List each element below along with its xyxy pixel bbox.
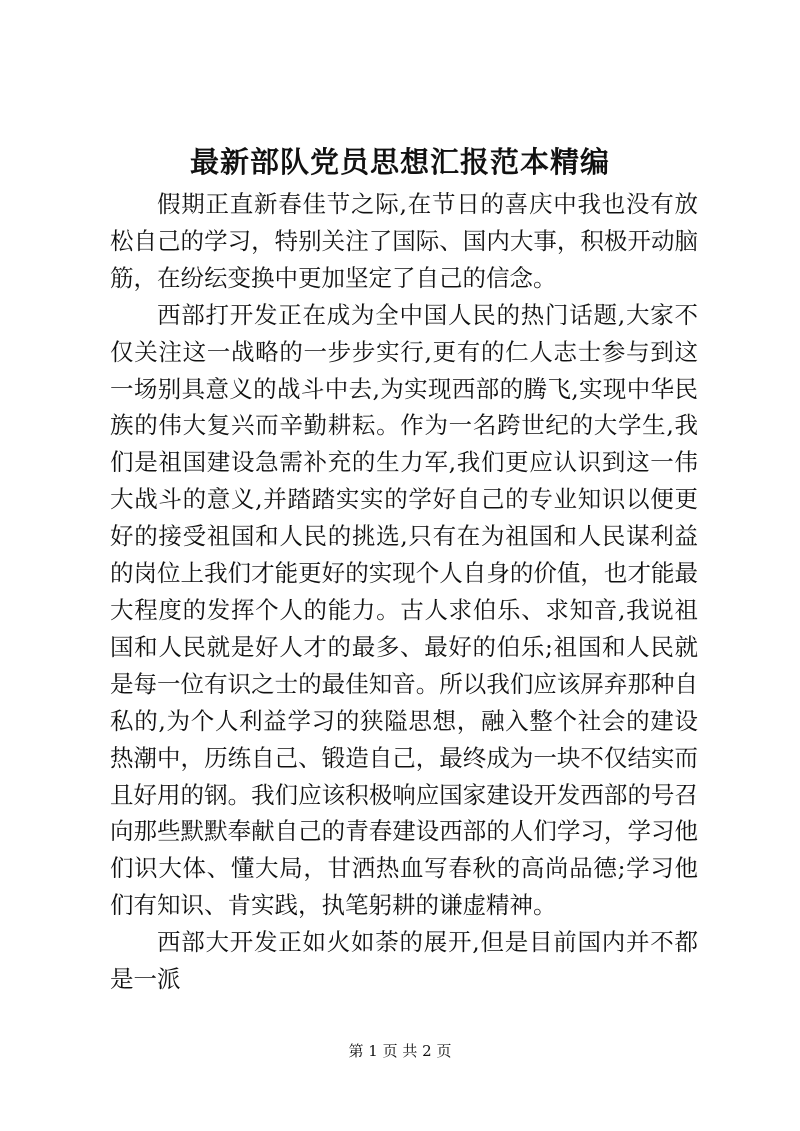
- document-body: [110, 186, 698, 998]
- page-number-footer: 第 1 页 共 2 页: [348, 1042, 452, 1060]
- paragraph-3: 西部大开发正如火如荼的展开,但是目前国内并不都是一派: [110, 928, 698, 994]
- document-title: 最新部队党员思想汇报范本精编: [189, 145, 610, 179]
- paragraph-1: 假期正直新春佳节之际,在节日的喜庆中我也没有放松自己的学习，特别关注了国际、国内大事，积极开动脑筋，在纷纭变换中更加坚定了自己的信念。: [110, 190, 698, 292]
- paragraph-2: 西部打开发正在成为全中国人民的热门话题,大家不仅关注这一战略的一步步实行,更有的仁人志士参与到这一场别具意义的战斗中去,为实现西部的腾飞,实现中华民族的伟大复兴而辛勤耕耘。作为一名跨世纪的大学生,我们是祖国建设急需补充的生力军,我们更应认识到这一伟大战斗的意义,并踏踏实实的学好自己的专业知识以便更好的接受祖国和人民的挑选,只有在为祖国和人民谋利益的岗位上我们才能更好的实现个人自身的价值，也才能最大程度的发挥个人的能力。古人求伯乐、求知音,我说祖国和人民就是好人才的最多、最好的伯乐;祖国和人民就是每一位有识之士的最佳知音。所以我们应该屏弃那种自私的,为个人利益学习的狭隘思想，融入整个社会的建设热潮中，历练自己、锻造自己，最终成为一块不仅结实而且好用的钢。我们应该积极响应国家建设开发西部的号召向那些默默奉献自己的青春建设西部的人们学习，学习他们识大体、懂大局，甘洒热血写春秋的高尚品德;学习他们有知识、肯实践，执笔躬耕的谦虚精神。: [110, 300, 698, 920]
